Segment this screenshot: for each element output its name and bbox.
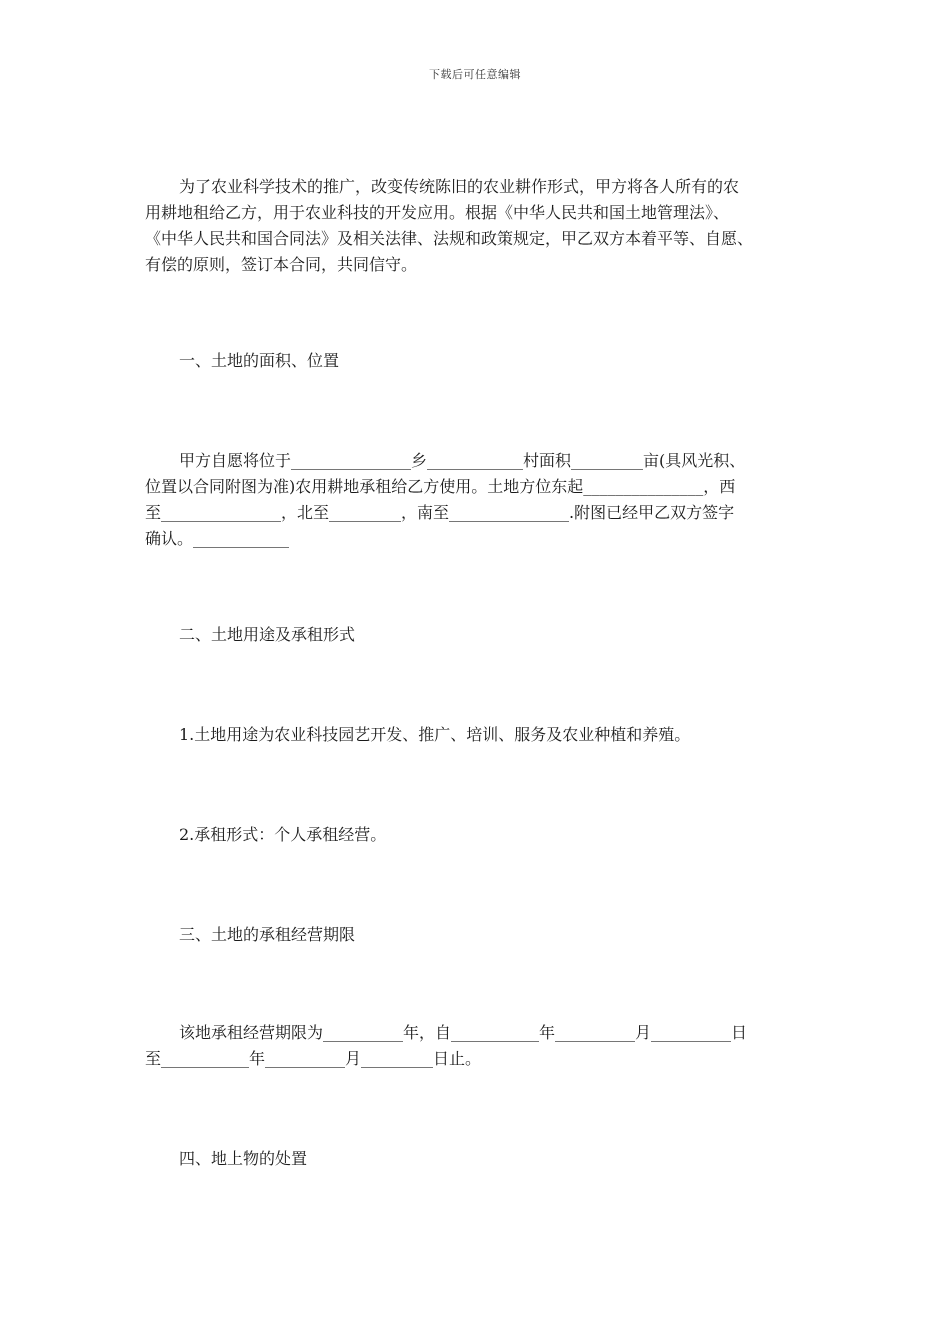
section-3-title: 三、土地的承租经营期限	[179, 925, 356, 944]
intro-paragraph	[145, 174, 810, 278]
section-1-line-2: 位置以合同附图为准)农用耕地承租给乙方使用。土地方位东起_______________，西	[145, 477, 736, 496]
intro-line-2: 用耕地租给乙方，用于农业科技的开发应用。根据《中华人民共和国土地管理法》、	[145, 203, 730, 222]
section-1-line-4: 确认。____________	[145, 529, 290, 548]
intro-line-1: 为了农业科学技术的推广，改变传统陈旧的农业耕作形式，甲方将各人所有的农	[179, 177, 740, 196]
section-2-item-2: 2.承租形式：个人承租经营。	[179, 825, 387, 844]
section-4-title: 四、地上物的处置	[179, 1149, 308, 1168]
intro-line-3: 《中华人民共和国合同法》及相关法律、法规和政策规定，甲乙双方本着平等、自愿、	[145, 229, 754, 248]
section-3-line-1: 该地承租经营期限为__________年，自___________年__________月__________日	[179, 1023, 748, 1042]
intro-line-4: 有偿的原则，签订本合同，共同信守。	[145, 255, 418, 274]
section-1-line-1: 甲方自愿将位于_______________乡____________村面积_________亩(具风光积、	[179, 451, 746, 470]
section-3-paragraph	[145, 1020, 810, 1072]
section-3-line-2: 至___________年__________月_________日止。	[145, 1049, 482, 1068]
page-header-note: 下载后可任意编辑	[429, 68, 521, 81]
section-2-title: 二、土地用途及承租形式	[179, 625, 356, 644]
section-1-line-3: 至_______________，北至_________，南至_______________.附图已经甲乙双方签字	[145, 503, 735, 522]
section-1-paragraph	[145, 448, 810, 552]
section-1-title: 一、土地的面积、位置	[179, 351, 340, 370]
section-2-item-1: 1.土地用途为农业科技园艺开发、推广、培训、服务及农业种植和养殖。	[179, 725, 691, 744]
